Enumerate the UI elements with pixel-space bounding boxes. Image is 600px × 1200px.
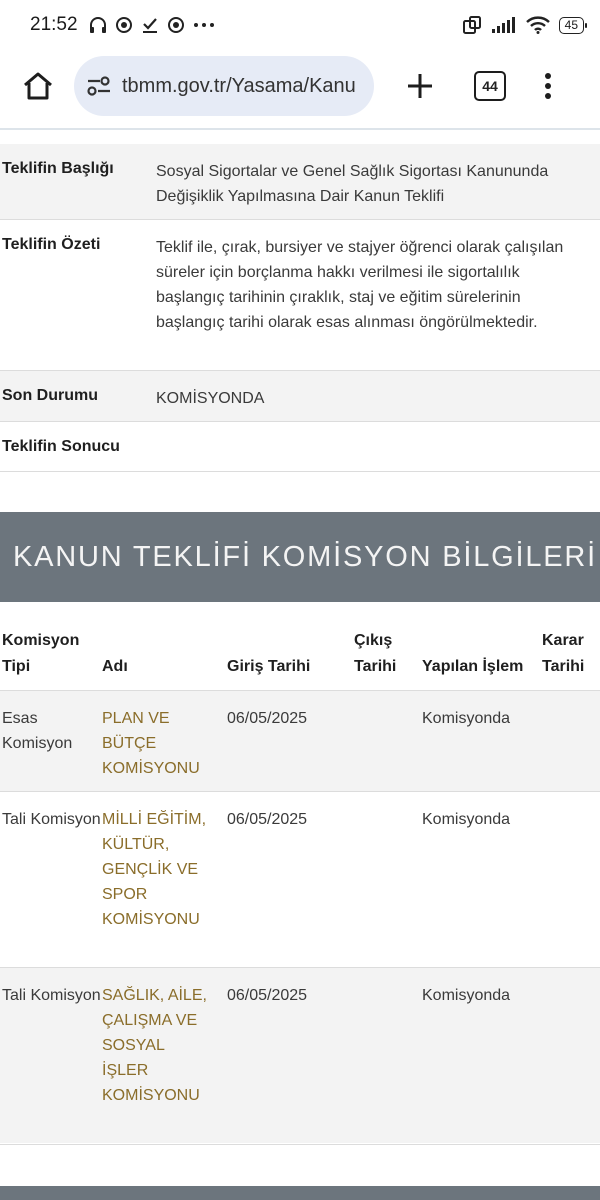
cell-karar — [542, 690, 600, 791]
cell-islem: Komisyonda — [422, 967, 542, 1143]
section-title: KANUN TEKLİFİ KOMİSYON BİLGİLERİ — [13, 540, 598, 573]
signal-icon — [491, 16, 517, 34]
info-label: Teklifin Özeti — [2, 236, 101, 253]
chrome-icon-2 — [168, 17, 184, 33]
home-icon — [22, 71, 54, 101]
status-bar — [0, 0, 600, 50]
cell-tipi: Tali Komisyon — [0, 791, 102, 967]
info-value: KOMİSYONDA — [156, 390, 265, 407]
table-row — [0, 791, 600, 967]
table-header-row — [0, 602, 600, 690]
main-content — [0, 130, 600, 472]
col-header-adi: Adı — [102, 657, 128, 675]
cell-giris: 06/05/2025 — [227, 690, 354, 791]
info-label: Teklifin Başlığı — [2, 160, 114, 177]
info-value: Sosyal Sigortalar ve Genel Sağlık Sigortası Kanununda Değişiklik Yapılmasına Dair Kanun Teklifi — [156, 163, 549, 205]
address-bar[interactable] — [74, 56, 374, 116]
status-bar-left — [30, 14, 215, 36]
menu-dot-icon — [545, 93, 551, 99]
info-label: Son Durumu — [2, 387, 98, 404]
status-time: 21:52 — [30, 14, 78, 35]
cell-cikis — [354, 967, 422, 1143]
cell-adi — [102, 791, 227, 967]
download-done-icon — [141, 16, 159, 34]
table-bottom-border — [0, 1144, 600, 1145]
cell-islem: Komisyonda — [422, 690, 542, 791]
browser-toolbar — [0, 50, 600, 122]
cell-karar — [542, 967, 600, 1143]
komisyon-link[interactable]: SAĞLIK, AİLE, ÇALIŞMA VE SOSYAL İŞLER KOMİSYONU — [102, 986, 207, 1104]
info-row-ozet — [0, 220, 600, 371]
cell-giris: 06/05/2025 — [227, 791, 354, 967]
chrome-icon — [116, 17, 132, 33]
col-header-giris: Giriş Tarihi — [227, 657, 311, 675]
table-row — [0, 690, 600, 791]
cell-giris: 06/05/2025 — [227, 967, 354, 1143]
menu-dot-icon — [545, 73, 551, 79]
screen-rotate-icon — [462, 15, 482, 35]
info-row-sonuc — [0, 422, 600, 472]
info-value: Teklif ile, çırak, bursiyer ve stajyer öğrenci olarak çalışılan süreler için borçlanma hakkı verilmesi ile sigortalılık başlangıç tarihinin çıraklık, staj ve eğitim sürelerinin başlangıç tarihi olarak esas alınması öngörülmektedir. — [156, 239, 564, 331]
col-header-islem: Yapılan İşlem — [422, 657, 524, 675]
col-header-tipi: Komisyon Tipi — [2, 631, 80, 675]
plus-icon — [407, 73, 433, 99]
info-value — [156, 438, 166, 471]
home-button[interactable] — [18, 66, 58, 106]
site-settings-icon[interactable] — [86, 75, 112, 97]
wifi-icon — [526, 16, 550, 34]
cell-cikis — [354, 791, 422, 967]
komisyon-section-header — [0, 512, 600, 602]
battery-indicator: 45 — [559, 17, 584, 34]
next-section-header — [0, 1186, 600, 1200]
overflow-menu-button[interactable] — [544, 73, 552, 99]
headphones-icon — [89, 16, 107, 34]
col-header-karar: Karar Tarihi — [542, 631, 585, 675]
komisyon-link[interactable]: MİLLİ EĞİTİM, KÜLTÜR, GENÇLİK VE SPOR KOMİSYONU — [102, 810, 207, 928]
status-bar-right — [462, 15, 584, 35]
cell-karar — [542, 791, 600, 967]
cell-cikis — [354, 690, 422, 791]
menu-dot-icon — [545, 83, 551, 89]
cell-adi — [102, 690, 227, 791]
info-row-son-durum — [0, 371, 600, 422]
komisyon-link[interactable]: PLAN VE BÜTÇE KOMİSYONU — [102, 709, 200, 777]
cell-tipi: Esas Komisyon — [0, 690, 102, 791]
info-label: Teklifin Sonucu — [2, 438, 120, 455]
komisyon-table — [0, 602, 600, 1143]
cell-islem: Komisyonda — [422, 791, 542, 967]
table-row — [0, 967, 600, 1143]
cell-tipi: Tali Komisyon — [0, 967, 102, 1143]
url-text: tbmm.gov.tr/Yasama/Kanu — [122, 74, 356, 97]
col-header-cikis: Çıkış Tarihi — [354, 631, 397, 675]
info-row-baslik — [0, 144, 600, 220]
tab-switcher-button[interactable]: 44 — [474, 71, 506, 101]
cell-adi — [102, 967, 227, 1143]
new-tab-button[interactable] — [400, 66, 440, 106]
more-notifications-icon — [193, 22, 215, 28]
